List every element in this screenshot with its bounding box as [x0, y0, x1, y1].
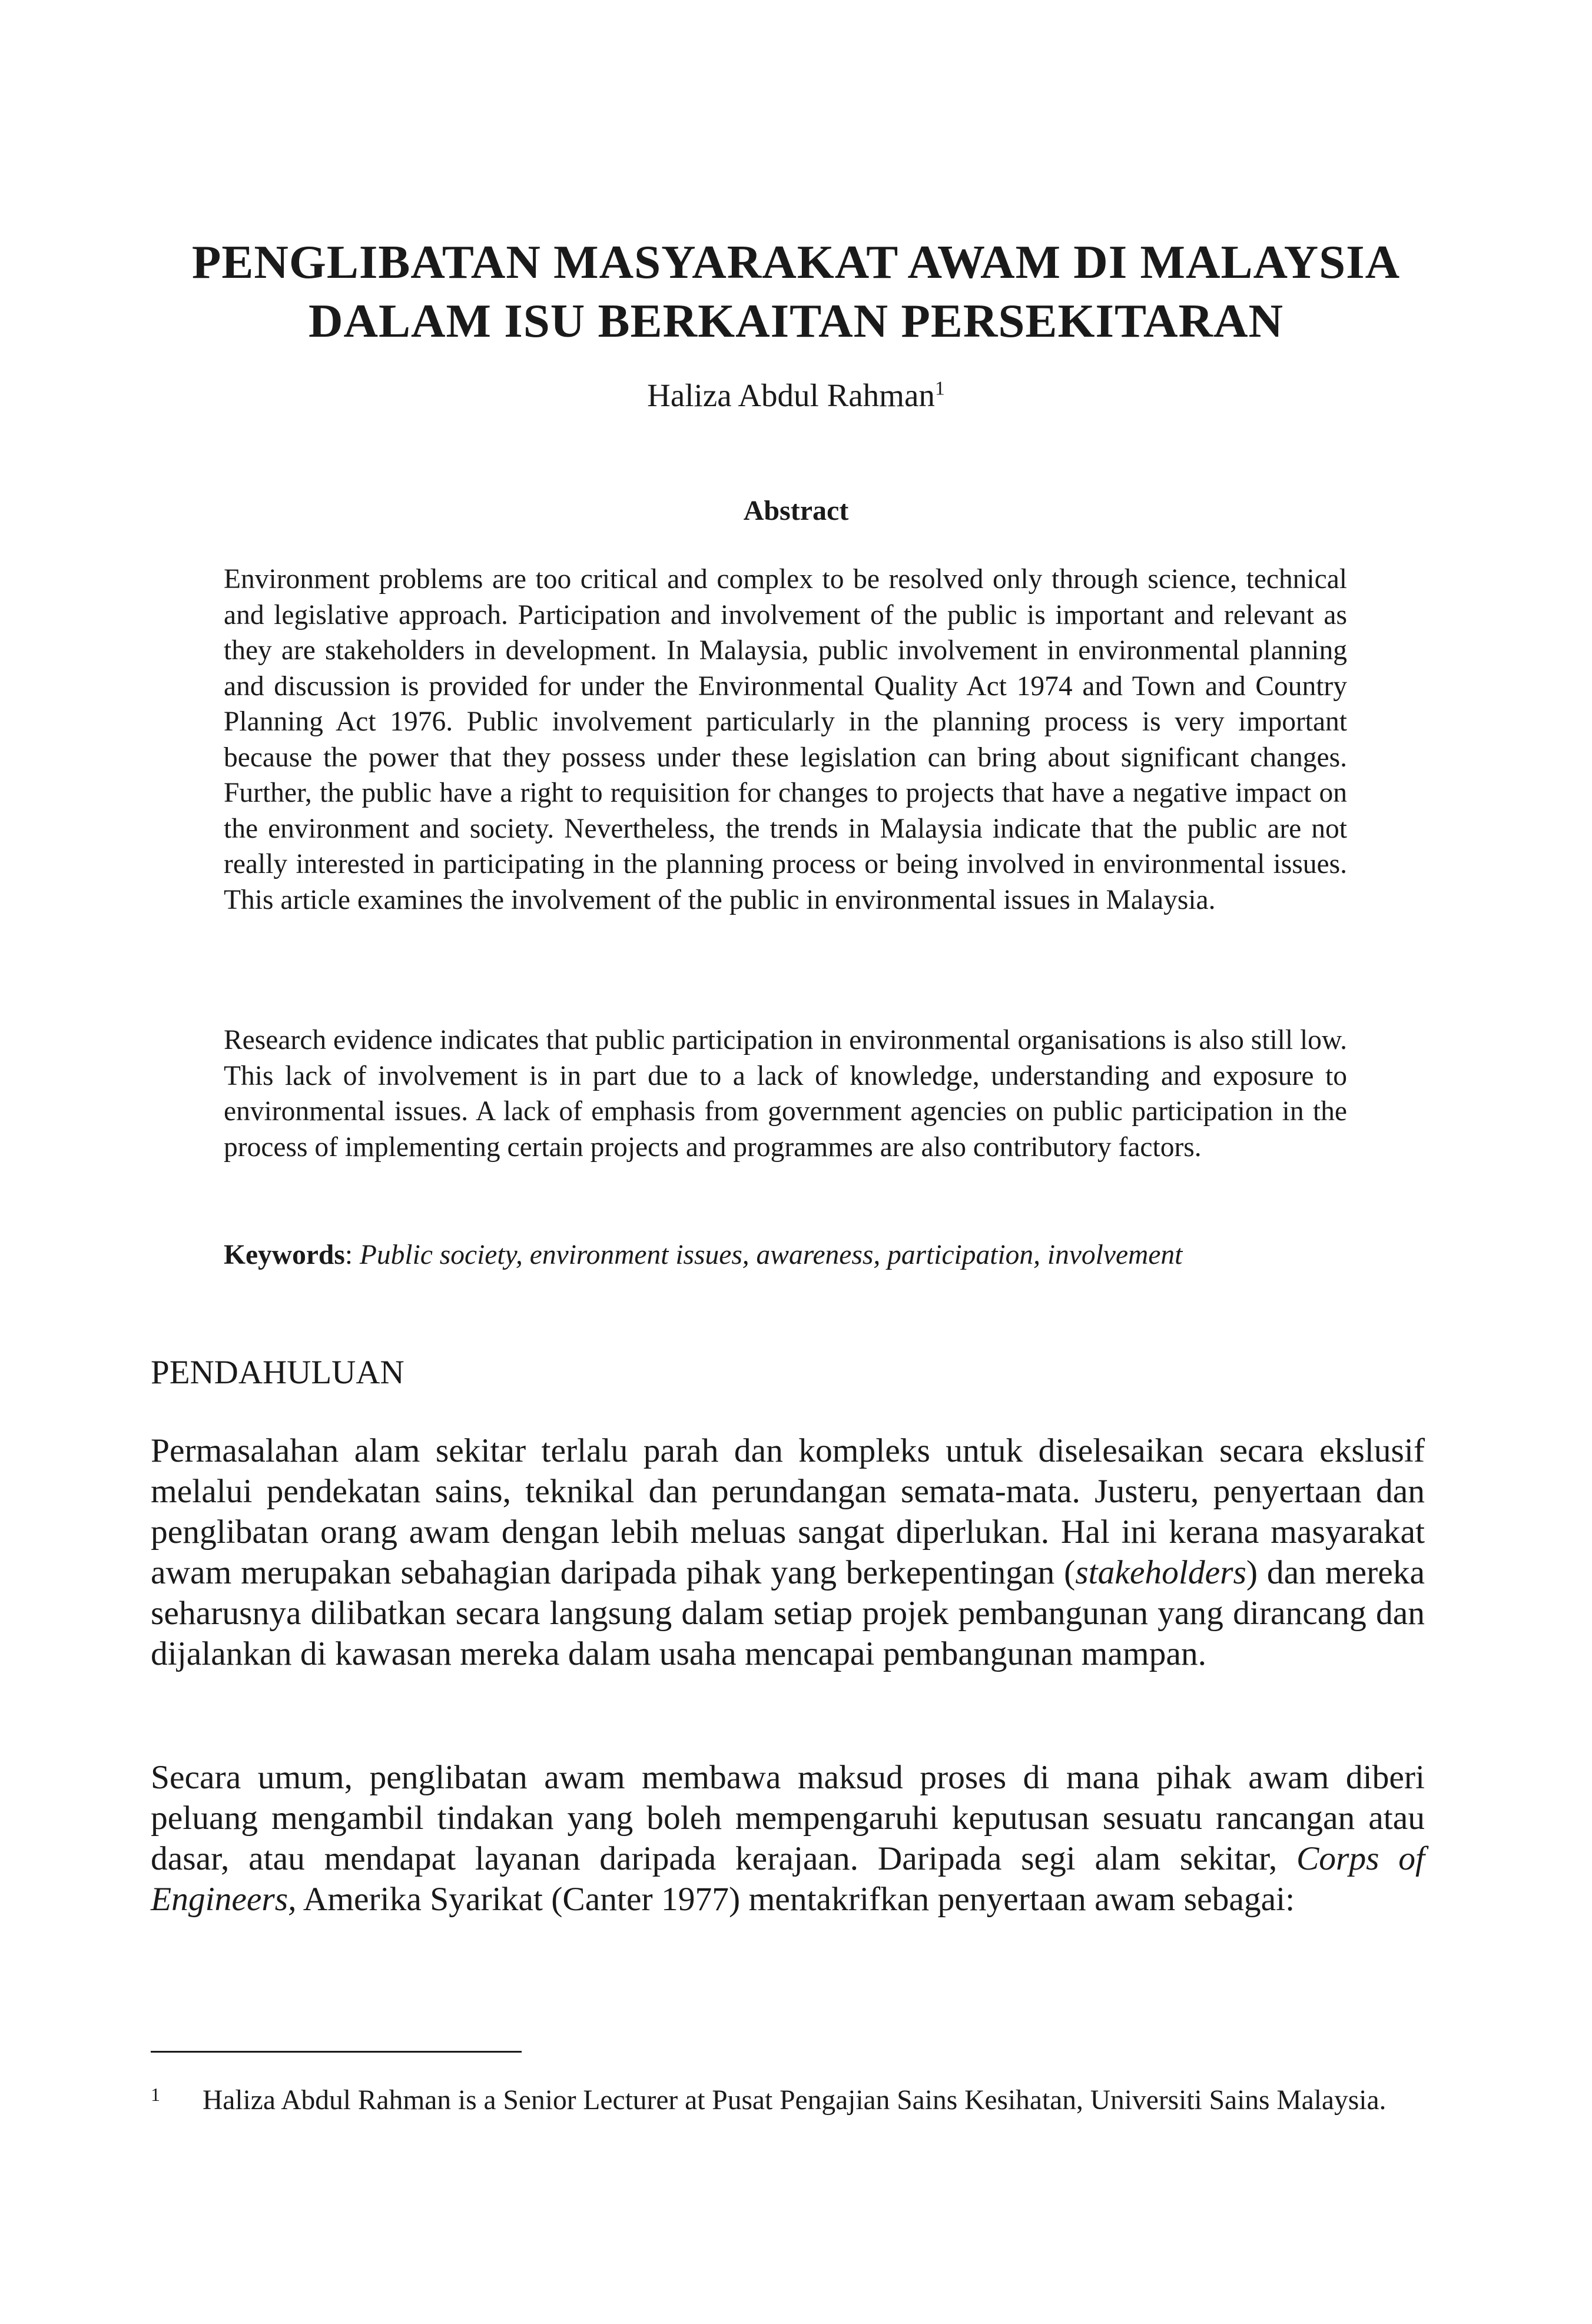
abstract-paragraph-1: Environment problems are too critical and complex to be resolved only through science, technical and legislative approach. Participation and involvement of the public is important and relevant as they are stakeholders in development. In Malaysia, public involvement in environmental planning and discussion is provided for under the Environmental Quality Act 1974 and Town and Country Planning Act 1976. Public involvement particularly in the planning process is very important because the power that they possess under these legislation can bring about significant changes. Further, the public have a right to requisition for changes to projects that have a negative impact on the environment and society. Nevertheless, the trends in Malaysia indicate that the public are not really interested in participating in the planning process or being involved in environmental issues. This article examines the involvement of the public in environmental issues in Malaysia.: [224, 564, 1347, 915]
author-name: Haliza Abdul Rahman: [647, 377, 935, 413]
body-p1-text-b: ) dan mereka seharusnya dilibatkan secara langsung dalam setiap projek pembangunan yang dirancang dan dijalankan di kawasan mereka dalam usaha mencapai pembangunan mampan.: [151, 1554, 1425, 1672]
body-p2-text-b: Amerika Syarikat (Canter 1977) mentakrifkan penyertaan awam sebagai:: [296, 1881, 1295, 1918]
keywords-label: Keywords: [224, 1240, 345, 1270]
keywords-line: [224, 1237, 1347, 1273]
section-heading: PENDAHULUAN: [151, 1354, 404, 1391]
abstract-paragraph-2: Research evidence indicates that public participation in environmental organisations is also still low. This lack of involvement is in part due to a lack of knowledge, understanding and exposure to environmental issues. A lack of emphasis from government agencies on public participation in the process of implementing certain projects and programmes are also contributory factors.: [224, 1025, 1347, 1163]
footnote: [151, 2083, 1425, 2119]
body-p1-text-a: Permasalahan alam sekitar terlalu parah dan kompleks untuk diselesaikan secara ekslusif melalui pendekatan sains, teknikal dan perundangan semata-mata. Justeru, penyertaan dan penglibatan orang awam dengan lebih meluas sangat diperlukan. Hal ini kerana masyarakat awam merupakan sebahagian daripada pihak yang berkepentingan (: [151, 1432, 1425, 1591]
keywords-separator: :: [344, 1240, 360, 1270]
body-p2-text-a: Secara umum, penglibatan awam membawa maksud proses di mana pihak awam diberi peluang mengambil tindakan yang boleh mempengaruhi keputusan sesuatu rancangan atau dasar, atau mendapat layanan daripada kerajaan. Daripada segi alam sekitar,: [151, 1759, 1425, 1877]
footnote-divider: [151, 2051, 522, 2053]
paper-title: [0, 233, 1592, 350]
abstract-heading: Abstract: [743, 495, 849, 526]
keywords-text: Public society, environment issues, awareness, participation, involvement: [359, 1240, 1183, 1270]
body-paragraph-2: [151, 1757, 1425, 1920]
title-line-1: PENGLIBATAN MASYARAKAT AWAM DI MALAYSIA: [191, 235, 1401, 288]
title-line-2: DALAM ISU BERKAITAN PERSEKITARAN: [309, 294, 1283, 347]
footnote-mark: 1: [151, 2084, 160, 2105]
author-footnote-mark: 1: [934, 377, 945, 400]
body-p1-italic-term: stakeholders: [1075, 1554, 1246, 1591]
author-line: [0, 375, 1592, 416]
body-p2-italic-term: Corps of Engineers,: [151, 1840, 1425, 1918]
footnote-text: Haliza Abdul Rahman is a Senior Lecturer at Pusat Pengajian Sains Kesihatan, Universiti Sains Malaysia.: [203, 2085, 1387, 2116]
body-paragraph-1: [151, 1430, 1425, 1674]
